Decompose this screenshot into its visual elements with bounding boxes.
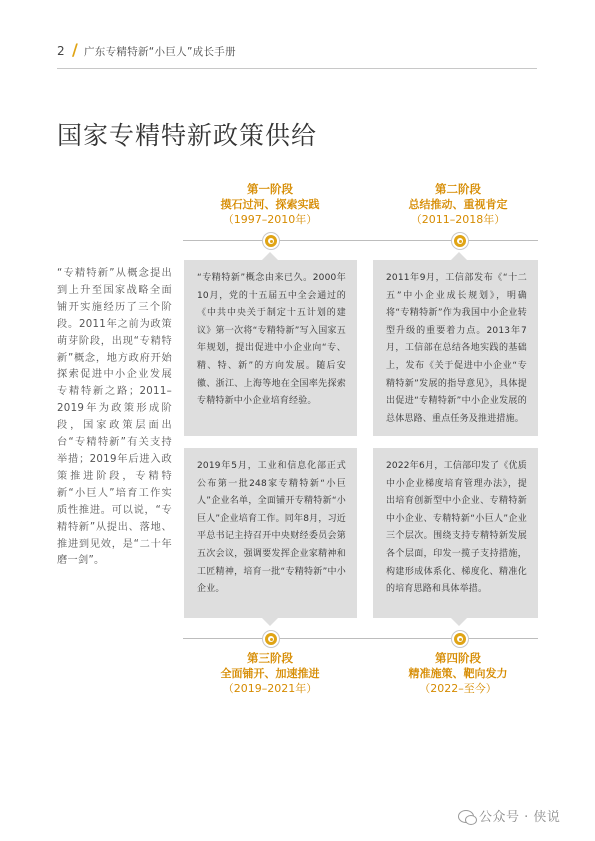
bottom-timeline-line	[183, 638, 538, 639]
stage-4-description: 2022年6月，工信部印发了《优质中小企业梯度培育管理办法》，提出培育创新型中小企业、专精特新中小企业、专精特新“小巨人”企业三个层次。围绕支持专精特新发展各个层面，印发一揽子支持措施，构建形成体系化、梯度化、精准化的培育思路和具体举措。	[373, 448, 538, 618]
box-1-pointer	[262, 252, 278, 260]
stage-1-subtitle: 摸石过河、探索实践	[220, 198, 320, 211]
stage-1-label	[175, 182, 365, 227]
stage-2-label	[363, 182, 553, 227]
stage-1-marker-icon	[263, 233, 279, 249]
header-slash-mark: /	[72, 40, 78, 59]
header-divider	[57, 68, 537, 69]
stage-3-label	[175, 651, 365, 696]
box-3-pointer	[262, 618, 278, 626]
stage-3-years: （2019–2021年）	[222, 682, 318, 695]
wechat-icon	[458, 810, 474, 823]
page-title: 国家专精特新政策供给	[57, 121, 318, 150]
stage-3-description: 2019年5月，工业和信息化部正式公布第一批248家专精特新“小巨人”企业名单，全面铺开专精特新“小巨人”企业培育工作。同年8月，习近平总书记主持召开中央财经委员会第五次会议，强调要发挥企业家精神和工匠精神，培育一批“专精特新”中小企业。	[184, 448, 357, 618]
stage-3-title: 第三阶段	[247, 651, 293, 665]
stage-4-title: 第四阶段	[435, 651, 481, 665]
stage-2-subtitle: 总结推动、重视肯定	[408, 198, 508, 211]
box-4-pointer	[451, 618, 467, 626]
stage-2-description: 2011年9月，工信部发布《“十二五”中小企业成长规划》，明确将“专精特新”作为我国中小企业转型升级的重要着力点。2013年7月，工信部在总结各地实践的基础上，发布《关于促进中小企业“专精特新”发展的指导意见》，具体提出促进“专精特新”中小企业发展的总体思路、重点任务及推进措施。	[373, 260, 538, 436]
stage-3-subtitle: 全面铺开、加速推进	[220, 667, 320, 680]
box-2-pointer	[451, 252, 467, 260]
stage-4-years: （2022–至今）	[419, 682, 497, 695]
stage-4-subtitle: 精准施策、靶向发力	[408, 667, 508, 680]
page-number: 2	[57, 44, 65, 58]
stage-2-title: 第二阶段	[435, 182, 481, 196]
top-timeline-line	[183, 240, 538, 241]
stage-3-marker-icon	[263, 631, 279, 647]
watermark-text: 公众号 · 侠说	[479, 810, 561, 825]
stage-1-title: 第一阶段	[247, 182, 293, 196]
stage-1-years: （1997–2010年）	[222, 213, 318, 226]
stage-1-description: “专精特新”概念由来已久。2000年10月，党的十五届五中全会通过的《中共中央关于制定十五计划的建议》第一次将“专精特新”写入国家五年规划，提出促进中小企业向“专、精、特、新”的方向发展。随后安徽、浙江、上海等地在全国率先探索专精特新中小企业培育经验。	[184, 260, 357, 436]
running-header-title: 广东专精特新“小巨人”成长手册	[84, 46, 236, 58]
stage-2-years: （2011–2018年）	[410, 213, 506, 226]
stage-4-label	[363, 651, 553, 696]
stage-2-marker-icon	[452, 233, 468, 249]
intro-paragraph: “专精特新”从概念提出到上升至国家战略全面铺开实施经历了三个阶段。2011年之前为政策萌芽阶段，出现“专精特新”概念，地方政府开始探索促进中小企业发展专精特新之路；2011–2019年为政策形成阶段，国家政策层面出台“专精特新”有关支持举措；2019年后进入政策推进阶段，专精特新“小巨人”培育工作实质性推进。可以说，“专精特新”从提出、落地、推进到见效，是“二十年磨一剑”。	[57, 268, 172, 567]
stage-4-marker-icon	[452, 631, 468, 647]
